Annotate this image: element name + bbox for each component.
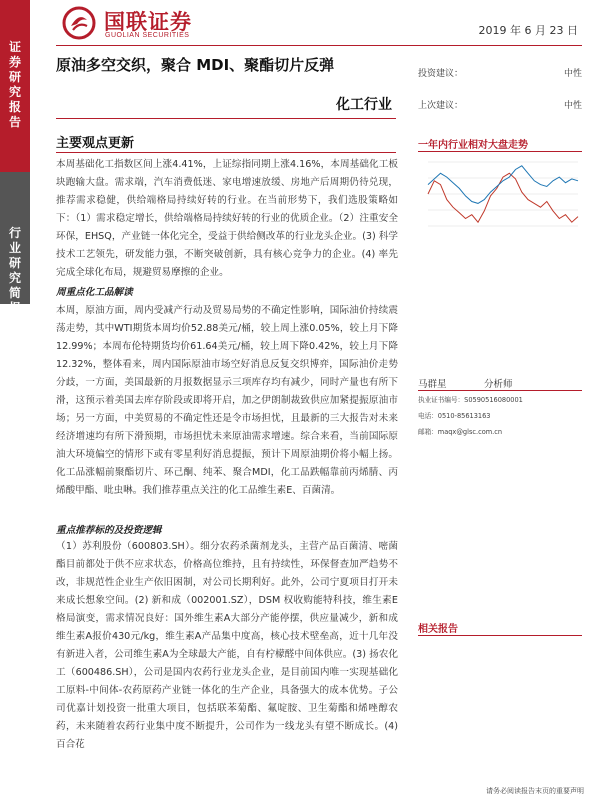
company-logo (62, 4, 232, 44)
logo-mark-icon (62, 6, 96, 40)
paragraph-recommended-stocks: （1）苏利股份（600803.SH）。细分农药杀菌剂龙头，主营产品百菌清、嘧菌酯目前都处于供不应求状态，价格高位维持，且有持续性，环保督查加严趋势不改，非规范性企业生产依旧困制，对公司长期利好。此外，公司宁夏项目打开未来成长想象空间。(2) 新和成（002001.SZ），DSM 权收购能特科技，维生素E格局演变，需求情况良好：国外维生素A大部分产能停摆，供应量减少，新和成维生素A报价430元/kg，维生素A产品集中度高，核心技术壁垒高，近十几年没有新进入者，公司维生素A为全球最大产能，自有柠檬醛中间体供应。(3) 扬农化工（600486.SH），公司是国内农药行业龙头企业，是目前国内唯一实现基础化工原料-中间体-农药原药产业链一体化的生产企业，具备强大的成本优势。子公司优嘉计划投资一批重大项目，包括联苯菊酯、氟啶胺、卫生菊酯和烯唑醇农药，未来随着农药行业集中度不断提升，公司作为一线龙头有望不断成长。(4) 百合花 (56, 541, 398, 750)
analyst-certificate: 执业证书编号：S0590516080001 (418, 396, 523, 404)
analyst-name: 马群星 (418, 379, 447, 390)
section-divider (56, 152, 396, 153)
chart-divider (418, 151, 582, 152)
header-divider (56, 45, 582, 46)
sector-label: 化工行业 (336, 97, 392, 113)
title-divider (56, 118, 396, 119)
rating-previous-label: 上次建议： (418, 101, 464, 111)
analyst-email[interactable]: 邮箱：maqx@glsc.com.cn (418, 428, 503, 436)
analyst-title: 分析师 (484, 379, 513, 390)
chart-series-line-2 (428, 166, 578, 204)
left-band (0, 0, 30, 800)
analyst-divider (418, 390, 582, 391)
related-reports-divider (418, 635, 582, 636)
left-band-bottom (0, 304, 30, 800)
paragraph-market-overview: 本周基础化工指数区间上涨4.41%，上证综指同期上涨4.16%，本周基础化工板块跑输大盘。需求端，汽车消费低迷、家电增速放缓、房地产后周期仍待兑现，推荐需求稳健，供给端格局持续好转的行业。在当前形势下，我们选股策略如下：（1）需求稳定增长，供给端格局持续好转的行业的优质企业。（2）注重安全环保，EHSQ，产业链一体化完全，受益于供给侧改革的行业龙头企业。(3) 科学技术工艺领先，研发能力强，不断突破创新，具有核心竞争力的企业。(4) 率先完成全球化布局，规避贸易摩擦的企业。 (56, 159, 398, 278)
rating-current-value: 中性 (563, 69, 582, 79)
report-type-label: 证券研究报告 (8, 40, 21, 129)
report-title: 原油多空交织，聚合 MDI、聚酯切片反弹 (56, 56, 335, 74)
rating-current-label: 投资建议： (418, 69, 464, 79)
report-category-label: 行业研究简报 (8, 226, 21, 315)
analyst-phone: 电话：0510-85613163 (418, 412, 491, 420)
logo-english-name: GUOLIAN SECURITIES (105, 32, 190, 39)
rating-previous-value: 中性 (563, 101, 582, 111)
subheading-chemical-review: 周重点化工品解读 (56, 287, 133, 298)
report-date: 2019 年 6 月 23 日 (478, 24, 578, 37)
footer-disclaimer-note: 请务必阅读报告末页的重要声明 (486, 787, 584, 795)
subheading-recommendations: 重点推荐标的及投资逻辑 (56, 525, 162, 536)
logo-chinese-name: 国联证券 (104, 10, 192, 34)
paragraph-crude-oil: 本周，原油方面，周内受减产行动及贸易局势的不确定性影响，国际油价持续震荡走势，其中WTI期货本周均价52.88美元/桶，较上周上涨0.05%，较上月下降12.99%；本周布伦特期货均价61.64美元/桶，较上周下降0.42%，较上月下降12.32%，整体看来，周内国际原油市场空好消息反复交织博弈，国际油价走势分歧，一方面，美国最新的月报数据显示三项库存均有减少，同时产量也有所下滑，这预示着美国去库存阶段或即将开启，加之伊朗制裁致供应加紧提振原油市场；另一方面，中美贸易的不确定性还是令市场担忧，且最新的三大报告对未来经济增速均有所下滑预期，市场担忧未来原油需求增速。综合来看，当前国际原油大环境偏空的情形下或有零星利好消息提振，预计下周原油期价将小幅上扬。化工品涨幅前聚酯切片、环己酮、纯苯、聚合MDI，化工品跌幅靠前丙烯腈、丙烯酸甲酯、吡虫啉。我们推荐重点关注的化工品维生素E、百菌清。 (56, 305, 398, 496)
section-heading-main-points: 主要观点更新 (56, 136, 135, 151)
relative-performance-chart (418, 156, 582, 238)
chart-heading: 一年内行业相对大盘走势 (418, 140, 528, 151)
related-reports-heading: 相关报告 (418, 624, 458, 635)
